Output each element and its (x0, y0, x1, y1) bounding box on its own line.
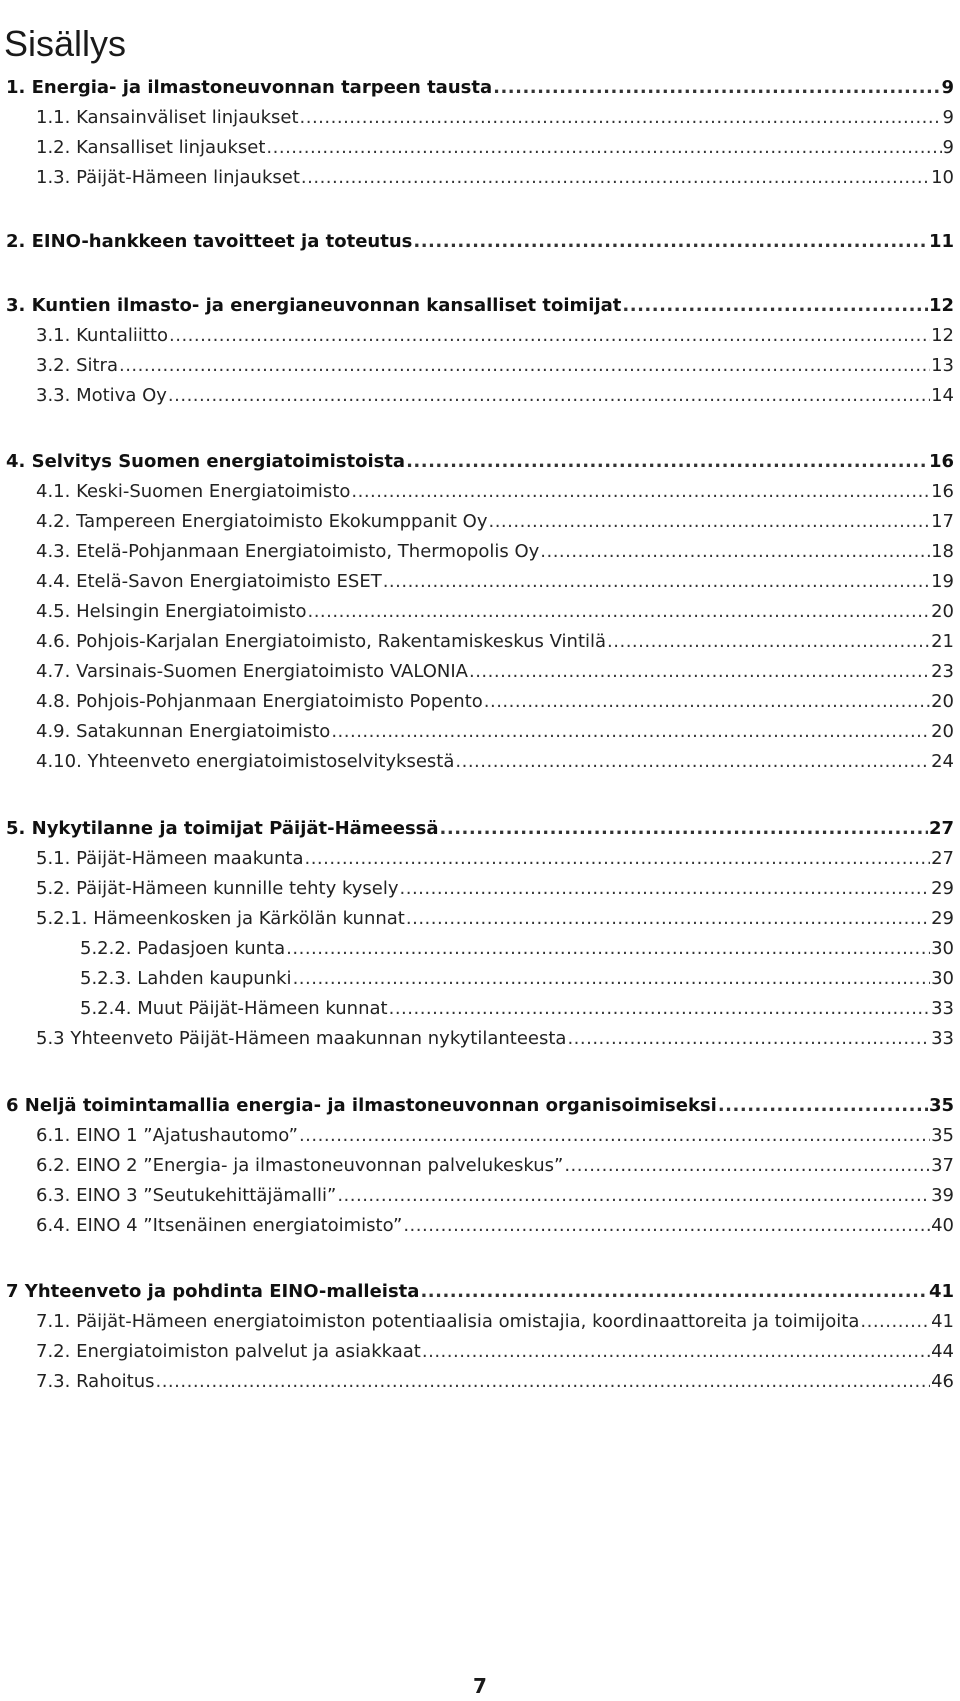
toc-entry-label: 6.2. EINO 2 ”Energia- ja ilmastoneuvonnan palvelukeskus” (36, 1155, 564, 1176)
toc-leader-dots (337, 1184, 930, 1208)
toc-entry-page: 10 (931, 167, 954, 188)
toc-entry-label: 2. EINO-hankkeen tavoitteet ja toteutus (6, 231, 413, 252)
toc-leader-dots (422, 1340, 930, 1364)
toc-entry[interactable] (36, 1214, 954, 1238)
toc-entry-page: 27 (931, 848, 954, 869)
toc-entry[interactable] (36, 600, 954, 624)
toc-entry-label: 4.6. Pohjois-Karjalan Energiatoimisto, Rakentamiskeskus Vintilä (36, 631, 607, 652)
toc-entry[interactable] (36, 540, 954, 564)
toc-entry-page: 33 (931, 1028, 954, 1049)
toc-entry-page: 9 (941, 77, 954, 98)
toc-entry[interactable] (36, 877, 954, 901)
toc-leader-dots (300, 106, 942, 130)
toc-entry[interactable] (36, 510, 954, 534)
toc-entry-page: 9 (942, 107, 954, 128)
toc-entry-page: 12 (931, 325, 954, 346)
toc-entry-label: 4.1. Keski-Suomen Energiatoimisto (36, 481, 351, 502)
toc-leader-dots (493, 76, 940, 100)
toc-entry[interactable] (36, 570, 954, 594)
toc-leader-dots (293, 967, 931, 991)
toc-entry-label: 1.2. Kansalliset linjaukset (36, 137, 266, 158)
toc-entry-page: 13 (931, 355, 954, 376)
toc-entry-label: 5.2.1. Hämeenkosken ja Kärkölän kunnat (36, 908, 405, 929)
toc-entry-page: 14 (931, 385, 954, 406)
toc-leader-dots (406, 450, 928, 474)
toc-entry-label: 6.3. EINO 3 ”Seutukehittäjämalli” (36, 1185, 337, 1206)
toc-entry-page: 41 (928, 1281, 954, 1302)
toc-entry[interactable] (36, 1340, 954, 1364)
toc-entry[interactable] (6, 294, 954, 318)
toc-leader-dots (304, 847, 930, 871)
toc-entry-label: 5.2. Päijät-Hämeen kunnille tehty kysely (36, 878, 399, 899)
toc-entry-page: 27 (928, 818, 954, 839)
toc-entry-page: 9 (942, 137, 954, 158)
page-title: Sisällys (4, 23, 127, 65)
toc-entry-page: 18 (931, 541, 954, 562)
toc-entry[interactable] (36, 720, 954, 744)
toc-entry-label: 6.4. EINO 4 ”Itsenäinen energiatoimisto” (36, 1215, 403, 1236)
toc-leader-dots (286, 937, 930, 961)
toc-entry[interactable] (36, 106, 954, 130)
toc-entry-page: 16 (928, 451, 954, 472)
toc-leader-dots (469, 660, 930, 684)
toc-entry[interactable] (36, 847, 954, 871)
toc-entry-page: 33 (931, 998, 954, 1019)
toc-entry-label: 7.2. Energiatoimiston palvelut ja asiakkaat (36, 1341, 421, 1362)
toc-entry-page: 12 (928, 295, 954, 316)
toc-entry-page: 21 (931, 631, 954, 652)
toc-leader-dots (488, 510, 930, 534)
toc-leader-dots (540, 540, 930, 564)
toc-entry-page: 24 (931, 751, 954, 772)
toc-entry-page: 16 (931, 481, 954, 502)
toc-entry-label: 1.3. Päijät-Hämeen linjaukset (36, 167, 300, 188)
toc-entry-page: 20 (931, 691, 954, 712)
toc-entry-label: 3. Kuntien ilmasto- ja energianeuvonnan kansalliset toimijat (6, 295, 622, 316)
toc-entry[interactable] (36, 690, 954, 714)
toc-entry-label: 4.3. Etelä-Pohjanmaan Energiatoimisto, Thermopolis Oy (36, 541, 540, 562)
toc-entry[interactable] (36, 166, 954, 190)
toc-leader-dots (440, 817, 928, 841)
toc-leader-dots (860, 1310, 930, 1334)
toc-entry[interactable] (36, 1124, 954, 1148)
toc-entry-label: 3.3. Motiva Oy (36, 385, 167, 406)
toc-leader-dots (331, 720, 930, 744)
toc-leader-dots (564, 1154, 930, 1178)
toc-leader-dots (169, 324, 930, 348)
toc-entry-page: 30 (931, 938, 954, 959)
toc-entry[interactable] (80, 997, 954, 1021)
toc-entry-label: 4.5. Helsingin Energiatoimisto (36, 601, 307, 622)
page-number: 7 (473, 1674, 487, 1698)
toc-entry[interactable] (80, 967, 954, 991)
toc-entry-page: 29 (931, 878, 954, 899)
toc-entry[interactable] (80, 937, 954, 961)
toc-entry-label: 6 Neljä toimintamallia energia- ja ilmastoneuvonnan organisoimiseksi (6, 1095, 717, 1116)
toc-entry[interactable] (36, 1310, 954, 1334)
toc-entry[interactable] (36, 324, 954, 348)
toc-entry[interactable] (36, 480, 954, 504)
toc-entry[interactable] (36, 354, 954, 378)
toc-entry[interactable] (6, 450, 954, 474)
toc-entry-label: 4.8. Pohjois-Pohjanmaan Energiatoimisto Popento (36, 691, 483, 712)
toc-entry-label: 4. Selvitys Suomen energiatoimistoista (6, 451, 406, 472)
toc-leader-dots (607, 630, 930, 654)
toc-leader-dots (299, 1124, 930, 1148)
toc-entry-page: 35 (928, 1095, 954, 1116)
toc-entry-page: 29 (931, 908, 954, 929)
toc-entry[interactable] (36, 630, 954, 654)
toc-leader-dots (168, 384, 930, 408)
toc-entry[interactable] (6, 230, 954, 254)
toc-leader-dots (400, 877, 931, 901)
toc-entry-label: 4.9. Satakunnan Energiatoimisto (36, 721, 331, 742)
toc-entry[interactable] (36, 384, 954, 408)
toc-entry-label: 7 Yhteenveto ja pohdinta EINO-malleista (6, 1281, 420, 1302)
toc-entry-label: 4.4. Etelä-Savon Energiatoimisto ESET (36, 571, 382, 592)
toc-entry[interactable] (6, 1280, 954, 1304)
toc-entry-label: 5.3 Yhteenveto Päijät-Hämeen maakunnan nykytilanteesta (36, 1028, 567, 1049)
toc-leader-dots (567, 1027, 930, 1051)
toc-leader-dots (155, 1370, 930, 1394)
toc-entry-page: 39 (931, 1185, 954, 1206)
toc-entry[interactable] (36, 1370, 954, 1394)
toc-entry-label: 5. Nykytilanne ja toimijat Päijät-Hämeessä (6, 818, 439, 839)
toc-entry-page: 17 (931, 511, 954, 532)
toc-entry-page: 44 (931, 1341, 954, 1362)
toc-leader-dots (406, 907, 930, 931)
toc-entry-label: 3.2. Sitra (36, 355, 118, 376)
toc-entry-label: 3.1. Kuntaliitto (36, 325, 169, 346)
toc-entry-page: 46 (931, 1371, 954, 1392)
toc-entry-page: 19 (931, 571, 954, 592)
toc-entry[interactable] (36, 1184, 954, 1208)
toc-entry[interactable] (36, 660, 954, 684)
toc-entry[interactable] (6, 76, 954, 100)
toc-entry-page: 40 (931, 1215, 954, 1236)
toc-entry-page: 37 (931, 1155, 954, 1176)
toc-leader-dots (622, 294, 928, 318)
toc-leader-dots (307, 600, 930, 624)
toc-entry-label: 5.2.2. Padasjoen kunta (80, 938, 286, 959)
toc-entry-page: 20 (931, 721, 954, 742)
toc-entry[interactable] (36, 907, 954, 931)
toc-leader-dots (718, 1094, 928, 1118)
toc-entry-label: 6.1. EINO 1 ”Ajatushautomo” (36, 1125, 298, 1146)
toc-entry-label: 7.1. Päijät-Hämeen energiatoimiston potentiaalisia omistajia, koordinaattoreita ja toimijoita (36, 1311, 860, 1332)
toc-entry[interactable] (36, 1154, 954, 1178)
toc-entry[interactable] (36, 136, 954, 160)
toc-entry-label: 5.2.3. Lahden kaupunki (80, 968, 292, 989)
toc-entry-page: 23 (931, 661, 954, 682)
toc-leader-dots (383, 570, 930, 594)
toc-entry-page: 11 (928, 231, 954, 252)
toc-entry-label: 4.7. Varsinais-Suomen Energiatoimisto VALONIA (36, 661, 468, 682)
toc-entry-label: 4.10. Yhteenveto energiatoimistoselvityksestä (36, 751, 455, 772)
toc-leader-dots (403, 1214, 930, 1238)
toc-leader-dots (119, 354, 930, 378)
toc-entry[interactable] (36, 750, 954, 774)
toc-entry[interactable] (36, 1027, 954, 1051)
toc-entry-label: 5.2.4. Muut Päijät-Hämeen kunnat (80, 998, 388, 1019)
toc-entry[interactable] (6, 817, 954, 841)
toc-leader-dots (413, 230, 928, 254)
toc-entry-label: 7.3. Rahoitus (36, 1371, 155, 1392)
toc-leader-dots (484, 690, 930, 714)
toc-entry-label: 4.2. Tampereen Energiatoimisto Ekokumppanit Oy (36, 511, 488, 532)
toc-leader-dots (455, 750, 930, 774)
toc-entry-label: 5.1. Päijät-Hämeen maakunta (36, 848, 304, 869)
toc-entry-page: 41 (931, 1311, 954, 1332)
toc-entry-page: 30 (931, 968, 954, 989)
toc-leader-dots (420, 1280, 928, 1304)
toc-leader-dots (389, 997, 931, 1021)
toc-entry-label: 1. Energia- ja ilmastoneuvonnan tarpeen tausta (6, 77, 493, 98)
toc-entry[interactable] (6, 1094, 954, 1118)
toc-leader-dots (301, 166, 930, 190)
toc-entry-page: 35 (931, 1125, 954, 1146)
toc-entry-page: 20 (931, 601, 954, 622)
toc-leader-dots (266, 136, 941, 160)
toc-entry-label: 1.1. Kansainväliset linjaukset (36, 107, 299, 128)
toc-leader-dots (351, 480, 930, 504)
